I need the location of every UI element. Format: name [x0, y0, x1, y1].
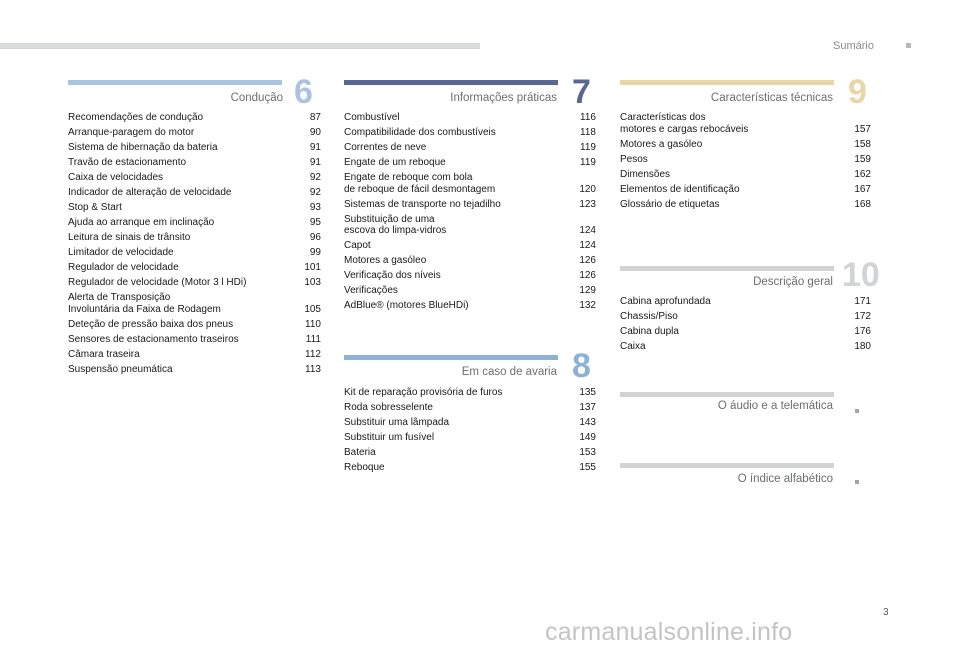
- entry-page: 180: [854, 341, 871, 352]
- toc-entry[interactable]: [344, 127, 596, 139]
- entry-page: 96: [309, 232, 321, 243]
- entry-page: 176: [854, 326, 871, 337]
- entry-page: 155: [579, 462, 596, 473]
- toc-entry[interactable]: [68, 112, 321, 124]
- section-rule: [68, 80, 282, 85]
- entry-label: Câmara traseira: [68, 348, 140, 360]
- entry-page: 105: [304, 303, 321, 315]
- entry-label: Substituição de uma escova do limpa-vidros: [344, 213, 447, 236]
- entry-page: 90: [309, 127, 321, 138]
- section-number: 8: [572, 347, 591, 385]
- entry-label: Suspensão pneumática: [68, 363, 173, 375]
- toc-entry[interactable]: [620, 296, 871, 308]
- toc-entry[interactable]: [620, 326, 871, 338]
- section-rule: [620, 80, 834, 85]
- toc-entry[interactable]: [68, 217, 321, 229]
- entry-label: Caixa de velocidades: [68, 172, 164, 183]
- entry-label: Ajuda ao arranque em inclinação: [68, 217, 215, 228]
- entry-page: 171: [854, 296, 871, 307]
- entry-label: Cabina dupla: [620, 326, 679, 337]
- entry-page: 120: [579, 183, 596, 195]
- entry-label: Sensores de estacionamento traseiros: [68, 333, 239, 345]
- entry-page: 143: [579, 417, 596, 428]
- entry-page: 92: [309, 172, 321, 183]
- toc-entry[interactable]: [620, 199, 871, 211]
- toc-entry[interactable]: [620, 341, 871, 353]
- entry-label: Características dos motores e cargas rebocáveis: [620, 112, 749, 135]
- entry-label: Combustível: [344, 112, 400, 123]
- toc-entry[interactable]: [620, 311, 871, 323]
- toc-entry[interactable]: [344, 387, 596, 399]
- entry-label: Motores a gasóleo: [344, 255, 427, 266]
- section-title: Condução: [230, 92, 283, 104]
- toc-entry[interactable]: [344, 447, 596, 459]
- toc-entry[interactable]: [68, 202, 321, 214]
- entry-page: 129: [579, 285, 596, 296]
- entry-label: Recomendações de condução: [68, 112, 204, 123]
- entry-label: AdBlue® (motores BlueHDi): [344, 300, 469, 311]
- toc-entry[interactable]: [344, 432, 596, 444]
- toc-entry[interactable]: [620, 169, 871, 181]
- entry-label: Substituir um fusível: [344, 432, 435, 443]
- entry-label: Limitador de velocidade: [68, 247, 174, 258]
- entry-page: 95: [309, 217, 321, 228]
- toc-entry[interactable]: [68, 187, 321, 199]
- entry-list: [68, 112, 321, 379]
- entry-label: Travão de estacionamento: [68, 157, 187, 168]
- entry-label: Stop & Start: [68, 202, 122, 213]
- toc-entry[interactable]: [68, 319, 321, 331]
- section-marker: [855, 480, 859, 484]
- page-number: 3: [883, 607, 889, 618]
- entry-label: Chassis/Piso: [620, 311, 678, 322]
- entry-label: Capot: [344, 240, 371, 251]
- header-label: Sumário: [833, 40, 874, 52]
- entry-page: 93: [309, 202, 321, 213]
- entry-page: 168: [854, 198, 871, 210]
- section-title: Descrição geral: [753, 276, 833, 288]
- section-marker: [855, 409, 859, 413]
- toc-entry[interactable]: [68, 364, 321, 376]
- entry-page: 158: [854, 138, 871, 150]
- entry-page: 159: [854, 153, 871, 165]
- entry-page: 101: [304, 262, 321, 273]
- toc-entry[interactable]: [68, 247, 321, 259]
- entry-page: 124: [579, 240, 596, 251]
- entry-page: 91: [309, 142, 321, 153]
- toc-entry[interactable]: [344, 199, 596, 211]
- toc-entry[interactable]: [344, 300, 596, 312]
- entry-page: 113: [305, 363, 321, 375]
- entry-label: Pesos: [620, 153, 648, 165]
- entry-label: Verificações: [344, 285, 398, 296]
- entry-page: 118: [580, 127, 596, 138]
- entry-label: Regulador de velocidade: [68, 262, 179, 273]
- entry-list: [620, 296, 871, 356]
- section-number: 9: [848, 73, 867, 111]
- entry-label: Sistemas de transporte no tejadilho: [344, 198, 501, 210]
- entry-page: 110: [305, 318, 321, 330]
- entry-page: 162: [854, 168, 871, 180]
- section-number: 7: [572, 73, 591, 111]
- toc-entry[interactable]: [68, 349, 321, 361]
- entry-label: Deteção de pressão baixa dos pneus: [68, 318, 234, 330]
- entry-page: 99: [309, 247, 321, 258]
- entry-page: 119: [580, 157, 596, 168]
- toc-entry[interactable]: [344, 172, 596, 195]
- entry-label: Glossário de etiquetas: [620, 198, 720, 210]
- toc-entry[interactable]: [68, 127, 321, 139]
- entry-label: Motores a gasóleo: [620, 138, 703, 150]
- entry-page: 91: [309, 157, 321, 168]
- toc-entry[interactable]: [68, 157, 321, 169]
- toc-entry[interactable]: [68, 142, 321, 154]
- section-rule: [620, 463, 834, 468]
- section-number: 10: [842, 256, 880, 294]
- entry-label: Kit de reparação provisória de furos: [344, 387, 503, 398]
- section-rule: [620, 266, 834, 271]
- entry-label: Roda sobresselente: [344, 402, 433, 413]
- header-bar: [0, 43, 480, 49]
- entry-page: 119: [580, 142, 596, 153]
- toc-entry[interactable]: [68, 172, 321, 184]
- watermark: carmanualsonline.info: [545, 618, 793, 646]
- entry-label: Correntes de neve: [344, 142, 427, 153]
- toc-entry[interactable]: [68, 292, 321, 315]
- entry-page: 112: [305, 348, 321, 360]
- section-title: Em caso de avaria: [461, 366, 557, 378]
- entry-page: 137: [579, 402, 596, 413]
- entry-list: [344, 387, 596, 477]
- toc-entry[interactable]: [344, 214, 596, 237]
- section-rule: [344, 355, 558, 360]
- toc-entry[interactable]: [344, 142, 596, 154]
- entry-label: Cabina aprofundada: [620, 296, 711, 307]
- entry-label: Verificação dos níveis: [344, 270, 441, 281]
- entry-label: Elementos de identificação: [620, 183, 740, 195]
- section-title: Características técnicas: [710, 92, 833, 104]
- toc-entry[interactable]: [344, 112, 596, 124]
- entry-page: 157: [854, 123, 871, 135]
- toc-entry[interactable]: [344, 270, 596, 282]
- toc-entry[interactable]: [68, 232, 321, 244]
- toc-entry[interactable]: [68, 262, 321, 274]
- toc-entry[interactable]: [620, 184, 871, 196]
- section-title: Informações práticas: [450, 92, 557, 104]
- section-rule: [620, 392, 834, 397]
- entry-page: 126: [579, 255, 596, 266]
- entry-list: [620, 112, 871, 214]
- entry-page: 132: [579, 300, 596, 311]
- toc-entry[interactable]: [68, 334, 321, 346]
- entry-label: Engate de um reboque: [344, 157, 446, 168]
- entry-label: Arranque-paragem do motor: [68, 127, 195, 138]
- entry-page: 172: [854, 311, 871, 322]
- entry-label: Regulador de velocidade (Motor 3 l HDi): [68, 277, 247, 288]
- toc-entry[interactable]: [344, 417, 596, 429]
- section-rule: [344, 80, 558, 85]
- entry-page: 87: [309, 112, 321, 123]
- entry-page: 135: [579, 387, 596, 398]
- entry-label: Leitura de sinais de trânsito: [68, 232, 191, 243]
- entry-page: 116: [580, 112, 596, 123]
- entry-page: 92: [309, 187, 321, 198]
- entry-page: 149: [579, 432, 596, 443]
- entry-page: 153: [579, 447, 596, 458]
- entry-label: Alerta de Transposição Involuntária da Faixa de Rodagem: [68, 292, 221, 315]
- toc-entry[interactable]: [344, 462, 596, 474]
- entry-page: 126: [579, 270, 596, 281]
- section-number: 6: [294, 73, 313, 111]
- entry-label: Substituir uma lâmpada: [344, 417, 450, 428]
- entry-label: Dimensões: [620, 168, 671, 180]
- entry-label: Reboque: [344, 462, 385, 473]
- toc-entry[interactable]: [620, 154, 871, 166]
- toc-entry[interactable]: [344, 240, 596, 252]
- section-title: O áudio e a telemática: [717, 400, 833, 412]
- section-title: O índice alfabético: [737, 473, 833, 485]
- entry-label: Engate de reboque com bola de reboque de fácil desmontagem: [344, 172, 496, 195]
- entry-label: Sistema de hibernação da bateria: [68, 142, 218, 153]
- entry-list: [344, 112, 596, 315]
- toc-entry[interactable]: [620, 139, 871, 151]
- entry-label: Indicador de alteração de velocidade: [68, 187, 232, 198]
- toc-entry[interactable]: [344, 402, 596, 414]
- entry-page: 103: [304, 277, 321, 288]
- toc-entry[interactable]: [68, 277, 321, 289]
- entry-page: 167: [854, 183, 871, 195]
- toc-entry[interactable]: [344, 285, 596, 297]
- entry-page: 123: [579, 198, 596, 210]
- entry-label: Caixa: [620, 341, 646, 352]
- entry-label: Bateria: [344, 447, 376, 458]
- entry-label: Compatibilidade dos combustíveis: [344, 127, 496, 138]
- entry-page: 111: [305, 333, 321, 345]
- header-marker: [906, 43, 911, 48]
- toc-entry[interactable]: [620, 112, 871, 135]
- toc-entry[interactable]: [344, 157, 596, 169]
- toc-entry[interactable]: [344, 255, 596, 267]
- entry-page: 124: [579, 225, 596, 236]
